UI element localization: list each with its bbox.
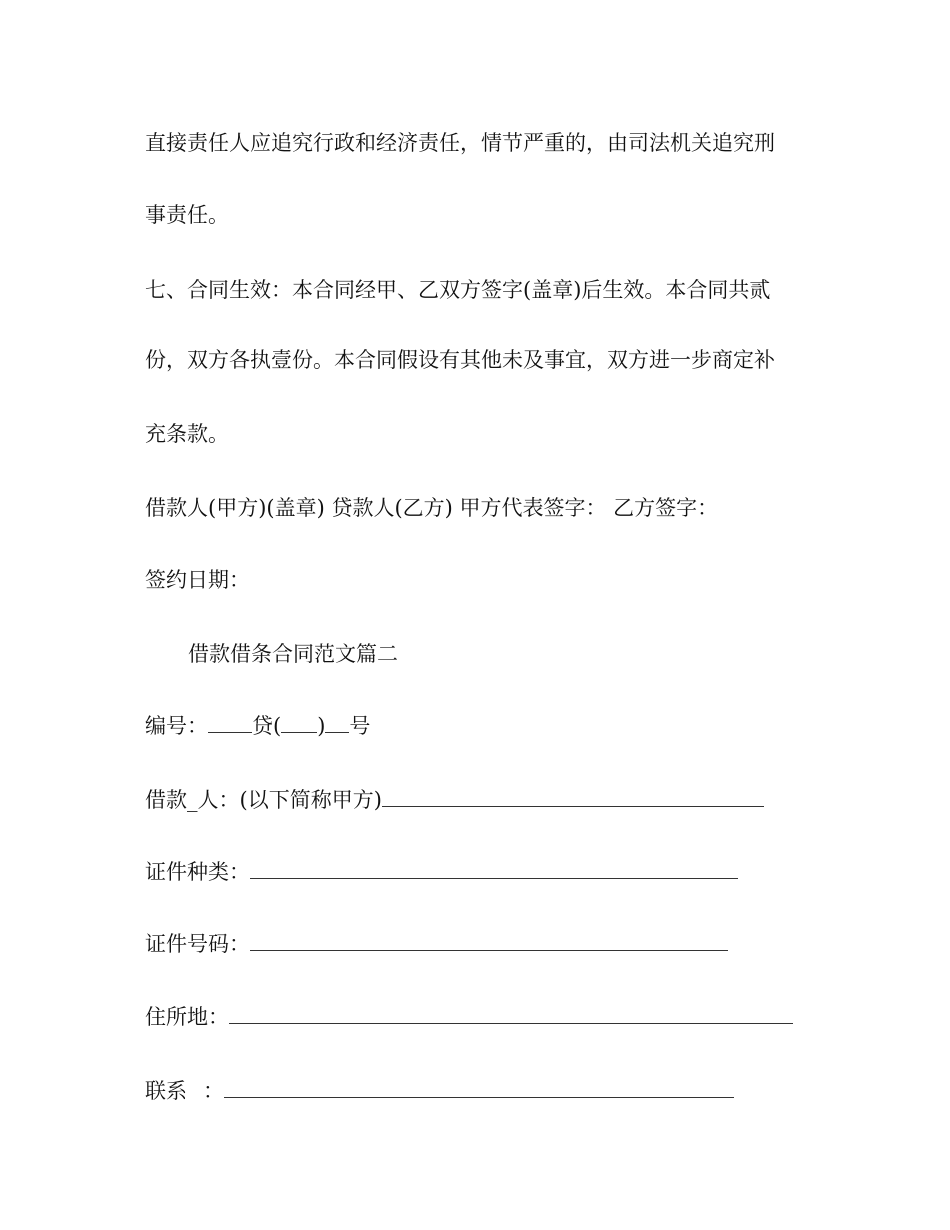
address-row (145, 1002, 793, 1032)
contact-row (145, 1076, 734, 1106)
id-number-blank[interactable] (250, 930, 728, 951)
contact-colon: ： (203, 1079, 224, 1103)
paragraph-line: 七、合同生效：本合同经甲、乙双方签字(盖章)后生效。本合同共贰 (145, 278, 771, 302)
number-suffix: 号 (349, 714, 371, 738)
address-blank[interactable] (229, 1003, 793, 1024)
number-blank-3[interactable] (325, 712, 349, 733)
number-mid-1: 贷( (252, 714, 282, 738)
paragraph-line: 直接责任人应追究行政和经济责任，情节严重的，由司法机关追究刑 (145, 131, 775, 155)
paragraph-line: 事责任。 (145, 203, 229, 227)
number-blank-2[interactable] (281, 712, 317, 733)
contact-blank[interactable] (224, 1077, 734, 1098)
id-number-row (145, 929, 728, 959)
id-type-row (145, 857, 738, 887)
sign-date-label: 签约日期： (145, 568, 250, 592)
number-blank-1[interactable] (208, 712, 252, 733)
borrower-label: 借款_人：(以下简称甲方) (145, 788, 382, 812)
contact-label: 联系 (145, 1079, 187, 1103)
borrower-row (145, 785, 764, 815)
number-prefix: 编号： (145, 714, 208, 738)
contract-number-row (145, 711, 370, 741)
signature-line: 借款人(甲方)(盖章) 贷款人(乙方) 甲方代表签字： 乙方签字： (145, 496, 719, 520)
paragraph-line: 充条款。 (145, 422, 229, 446)
paragraph-line: 份，双方各执壹份。本合同假设有其他未及事宜，双方进一步商定补 (145, 348, 775, 372)
borrower-blank[interactable] (382, 786, 764, 807)
id-type-blank[interactable] (250, 858, 738, 879)
id-type-label: 证件种类： (145, 860, 250, 884)
address-label: 住所地： (145, 1005, 229, 1029)
section-title: 借款借条合同范文篇二 (188, 642, 398, 666)
number-mid-2: ) (317, 714, 326, 738)
id-number-label: 证件号码： (145, 932, 250, 956)
